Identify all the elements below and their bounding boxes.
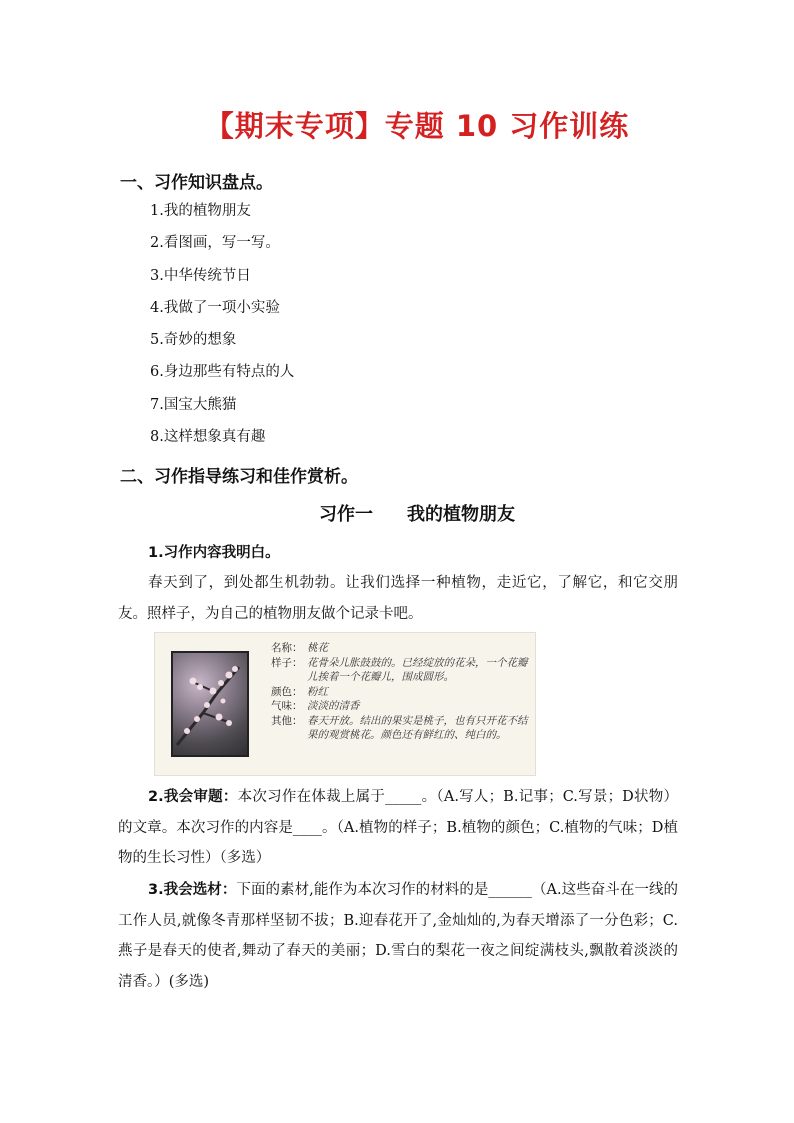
peach-blossom-image [171, 651, 249, 757]
list-item: 3.中华传统节日 [150, 267, 251, 284]
card-row-color: 颜色： 粉红 [271, 685, 328, 698]
list-item: 7.国宝大熊猫 [150, 396, 237, 413]
card-row-name: 名称： 桃花 [271, 642, 328, 654]
question-3 [118, 875, 678, 997]
section-heading-knowledge: 一、习作知识盘点。 [120, 173, 273, 193]
card-row-smell: 气味： 淡淡的清香 [271, 700, 360, 712]
section-heading-guidance: 二、习作指导练习和佳作赏析。 [120, 467, 358, 487]
question-2 [118, 782, 678, 874]
list-item: 8.这样想象真有趣 [150, 429, 266, 446]
page-title: 【期末专项】专题 10 习作训练 [204, 109, 630, 143]
record-card-fields [271, 641, 533, 743]
question-3-label: 3.我会选材： [148, 882, 237, 898]
essay-number: 习作一 [319, 504, 373, 525]
question-1 [118, 538, 678, 569]
essay-title [0, 500, 794, 526]
question-2-label: 2.我会审题： [148, 789, 238, 805]
list-item: 6.身边那些有特点的人 [150, 364, 295, 381]
list-item: 4.我做了一项小实验 [150, 299, 280, 316]
record-card [154, 632, 536, 776]
question-3-text: 下面的素材,能作为本次习作的材料的是______（A.这些奋斗在一线的工作人员,就像冬青那样坚韧不拔；B.迎春花开了,金灿灿的,为春天增添了一分色彩；C.燕子是春天的使者,舞动了春天的美丽；D.雪白的梨花一夜之间绽满枝头,飘散着淡淡的清香。）(多选) [118, 882, 678, 990]
question-2-text: 本次习作在体裁上属于_____。（A.写人；B.记事；C.写景；D状物）的文章。本次习作的内容是____。（A.植物的样子；B.植物的颜色；C.植物的气味；D植物的生长习性）（多选） [118, 789, 679, 866]
card-row-appearance: 样子： 花骨朵儿胀鼓鼓的。已经绽放的花朵，一个花瓣儿挨着一个花瓣儿，围成圆形。 [271, 656, 528, 683]
topic-list [150, 200, 294, 458]
list-item: 2.看图画，写一写。 [150, 235, 280, 252]
intro-paragraph: 春天到了，到处都生机勃勃。让我们选择一种植物，走近它，了解它，和它交朋友。照样子，为自己的植物朋友做个记录卡吧。 [118, 575, 678, 622]
blossom-branch-icon [173, 653, 247, 755]
list-item: 5.奇妙的想象 [150, 332, 237, 349]
essay-name: 我的植物朋友 [407, 504, 515, 525]
question-1-label: 1.习作内容我明白。 [148, 545, 280, 561]
card-row-other: 其他： 春天开放。结出的果实是桃子，也有只开花不结果的观赏桃花。颜色还有鲜红的、纯白的。 [271, 714, 528, 741]
list-item: 1.我的植物朋友 [150, 203, 251, 219]
